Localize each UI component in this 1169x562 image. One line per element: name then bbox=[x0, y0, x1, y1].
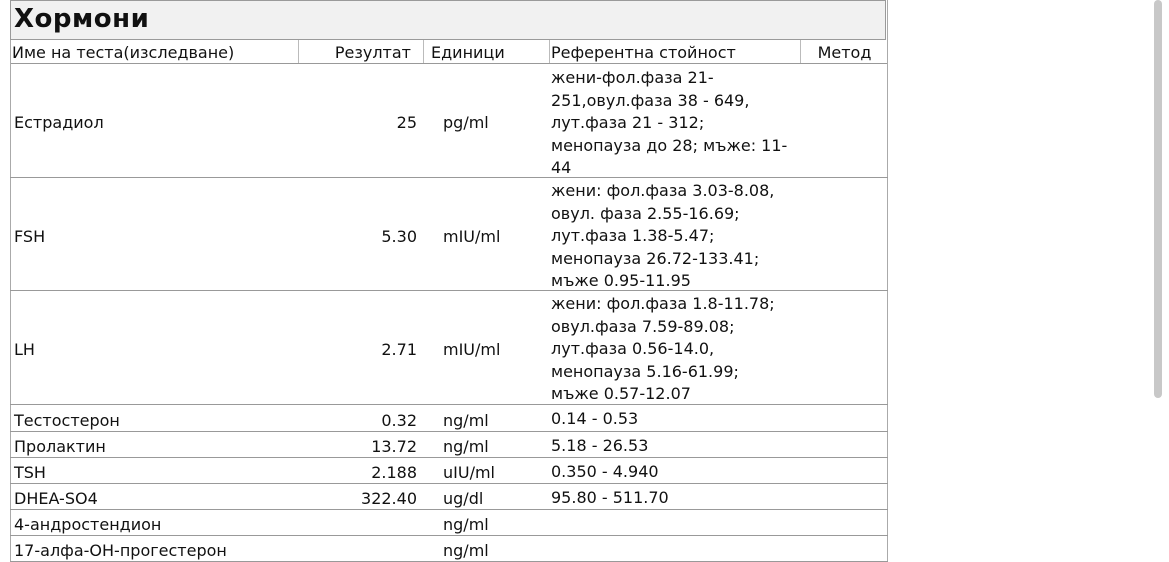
test-units: ug/dl bbox=[443, 489, 484, 508]
reference-line: жени-фол.фаза 21- bbox=[551, 68, 714, 87]
reference-range bbox=[551, 180, 801, 293]
table-row bbox=[10, 405, 888, 432]
reference-line: лут.фаза 0.56-14.0, bbox=[551, 339, 715, 358]
test-name: TSH bbox=[14, 463, 46, 482]
test-result: 25 bbox=[396, 113, 417, 132]
test-name: Тестостерон bbox=[14, 411, 120, 430]
test-name: Естрадиол bbox=[14, 113, 104, 132]
reference-line: мъже 0.95-11.95 bbox=[551, 271, 691, 290]
test-name: DHEA-SO4 bbox=[14, 489, 98, 508]
reference-line: жени: фол.фаза 3.03-8.08, bbox=[551, 181, 775, 200]
test-units: ng/ml bbox=[443, 437, 489, 456]
header-reference: Референтна стойност bbox=[550, 40, 801, 63]
reference-line: жени: фол.фаза 1.8-11.78; bbox=[551, 294, 775, 313]
reference-line: 251,овул.фаза 38 - 649, bbox=[551, 90, 750, 110]
test-name: 4-андростендион bbox=[14, 515, 162, 534]
table-header bbox=[10, 40, 888, 64]
reference-line: 0.350 - 4.940 bbox=[551, 462, 659, 481]
table-row bbox=[10, 291, 888, 405]
test-result: 2.71 bbox=[381, 340, 417, 359]
table-row bbox=[10, 484, 888, 510]
header-units: Единици bbox=[424, 40, 550, 63]
reference-line: менопауза до 28; мъже: 11- bbox=[551, 135, 788, 155]
reference-line: менопауза 26.72-133.41; bbox=[551, 248, 760, 268]
test-units: ng/ml bbox=[443, 411, 489, 430]
test-name: FSH bbox=[14, 227, 46, 246]
section-title: Хормони bbox=[14, 4, 150, 34]
header-test-name: Име на теста(изследване) bbox=[12, 40, 299, 63]
reference-line: овул. фаза 2.55-16.69; bbox=[551, 203, 740, 223]
reference-line: 0.14 - 0.53 bbox=[551, 409, 639, 428]
test-result: 5.30 bbox=[381, 227, 417, 246]
table-row bbox=[10, 178, 888, 291]
reference-line: лут.фаза 1.38-5.47; bbox=[551, 226, 715, 245]
test-name: Пролактин bbox=[14, 437, 106, 456]
table-row bbox=[10, 432, 888, 458]
reference-range bbox=[551, 293, 801, 406]
test-units: ng/ml bbox=[443, 541, 489, 560]
test-units: uIU/ml bbox=[443, 463, 495, 482]
table-row bbox=[10, 64, 888, 178]
test-units: ng/ml bbox=[443, 515, 489, 534]
test-units: pg/ml bbox=[443, 113, 489, 132]
reference-range bbox=[551, 67, 801, 180]
vertical-scrollbar[interactable] bbox=[1154, 0, 1162, 398]
reference-line: мъже 0.57-12.07 bbox=[551, 384, 691, 403]
reference-line: 95.80 - 511.70 bbox=[551, 488, 669, 507]
test-units: mIU/ml bbox=[443, 340, 501, 359]
reference-line: 44 bbox=[551, 158, 572, 177]
reference-range bbox=[551, 408, 801, 431]
test-name: LH bbox=[14, 340, 35, 359]
table-row bbox=[10, 510, 888, 536]
reference-line: лут.фаза 21 - 312; bbox=[551, 113, 705, 132]
table-row bbox=[10, 458, 888, 484]
test-units: mIU/ml bbox=[443, 227, 501, 246]
test-name: 17-алфа-OH-прогестерон bbox=[14, 541, 227, 560]
header-result: Резултат bbox=[299, 40, 424, 63]
reference-line: овул.фаза 7.59-89.08; bbox=[551, 316, 735, 336]
test-result: 13.72 bbox=[371, 437, 417, 456]
reference-line: менопауза 5.16-61.99; bbox=[551, 361, 739, 381]
reference-range bbox=[551, 487, 801, 510]
header-method: Метод bbox=[817, 43, 872, 62]
reference-line: 5.18 - 26.53 bbox=[551, 436, 649, 455]
section-title-bar bbox=[10, 0, 886, 40]
reference-range bbox=[551, 435, 801, 458]
test-result: 2.188 bbox=[371, 463, 417, 482]
test-result: 322.40 bbox=[361, 489, 417, 508]
test-result: 0.32 bbox=[381, 411, 417, 430]
table-row bbox=[10, 536, 888, 562]
reference-range bbox=[551, 461, 801, 484]
